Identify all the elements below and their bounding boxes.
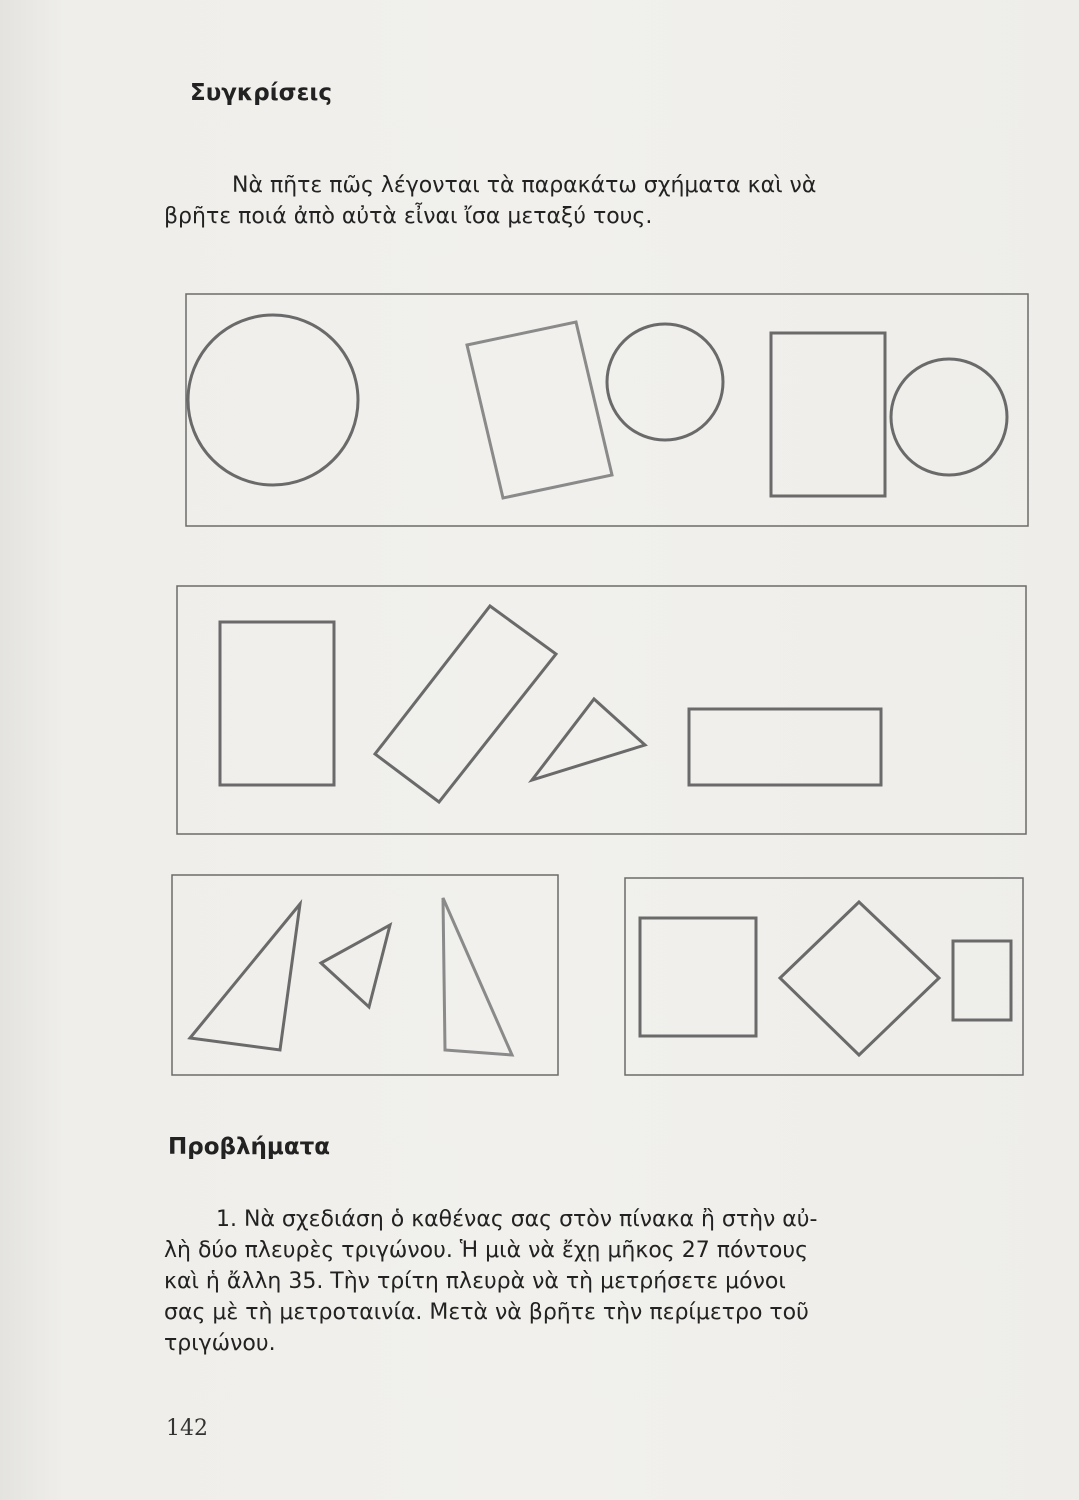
instruction-line-1: Νὰ πῆτε πῶς λέγονται τὰ παρακάτω σχήματα καὶ νὰ: [232, 173, 817, 198]
comparisons-heading: Συγκρίσεις: [190, 80, 332, 106]
problem-1-line-5: τριγώνου.: [164, 1331, 276, 1356]
shape-square: [640, 918, 756, 1036]
shape-small-rectangle: [953, 941, 1011, 1020]
problem-1-line-4: σας μὲ τὴ μετροταινία. Μετὰ νὰ βρῆτε τὴν περίμετρο τοῦ: [164, 1300, 809, 1325]
problems-heading: Προβλήματα: [168, 1134, 331, 1160]
instruction-line-2: βρῆτε ποιά ἀπὸ αὐτὰ εἶναι ἴσα μεταξύ τους.: [164, 204, 653, 229]
shape-rectangle-tall: [771, 333, 885, 496]
shape-circle-medium-2: [891, 359, 1007, 475]
shape-triangle-small: [321, 925, 390, 1007]
problem-1-line-1: 1. Νὰ σχεδιάση ὁ καθένας σας στὸν πίνακα ἢ στὴν αὐ-: [216, 1207, 818, 1232]
shape-diagonal-rectangle: [375, 606, 556, 802]
shapes-panel-4: [625, 878, 1023, 1075]
shapes-panel-2: [177, 586, 1026, 834]
shapes-panel-1: [186, 294, 1028, 526]
shape-triangle-tall: [190, 904, 300, 1050]
problem-1-line-3: καὶ ἡ ἄλλη 35. Τὴν τρίτη πλευρὰ νὰ τὴ μετρήσετε μόνοι: [164, 1269, 786, 1294]
panel-3-frame: [172, 875, 558, 1075]
panel-4-frame: [625, 878, 1023, 1075]
shape-circle-medium: [607, 324, 723, 440]
problem-1-line-2: λὴ δύο πλευρὲς τριγώνου. Ἡ μιὰ νὰ ἔχῃ μῆκος 27 πόντους: [164, 1238, 809, 1263]
shapes-panel-3: [172, 875, 558, 1075]
shape-circle-large: [188, 315, 358, 485]
problem-1: [164, 1204, 1034, 1359]
shape-rectangle-wide: [689, 709, 881, 785]
shape-rotated-rectangle: [467, 322, 612, 498]
page-number: 142: [166, 1416, 208, 1441]
shape-triangle: [532, 699, 645, 780]
shape-rotated-square: [780, 902, 939, 1055]
panel-1-frame: [186, 294, 1028, 526]
shape-rectangle: [220, 622, 334, 785]
shape-triangle-narrow: [443, 898, 512, 1055]
